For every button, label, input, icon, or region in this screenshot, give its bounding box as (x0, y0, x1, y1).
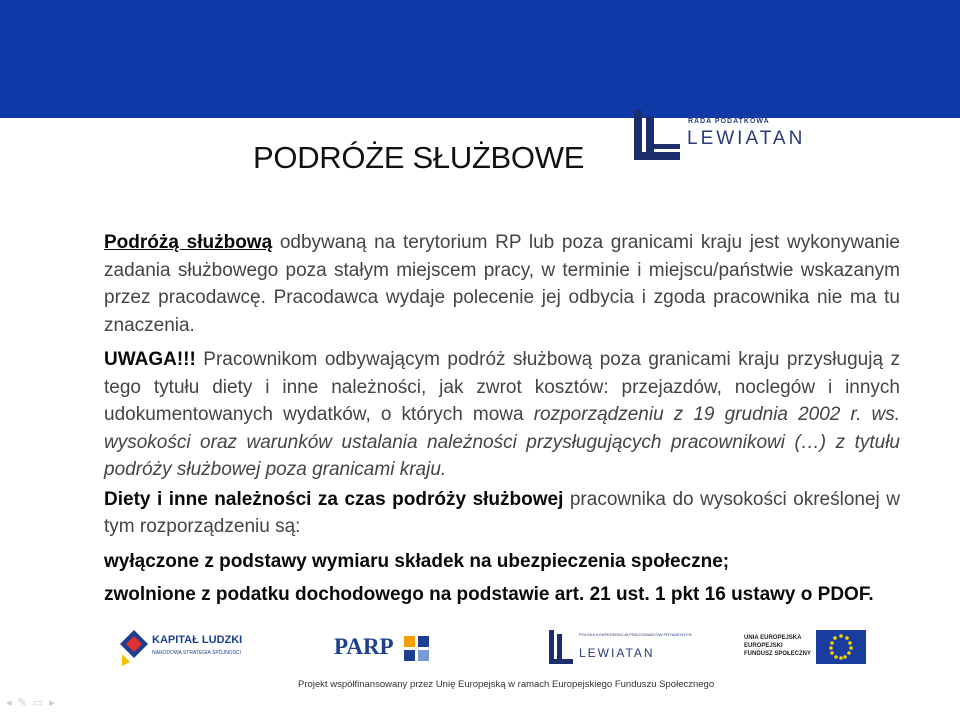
regulation-reference: rozporządzeniu z 19 grudnia 2002 r. ws. wysokości oraz warunków ustalania należności przysługujących pracownikowi (…) z tytułu podróży służbowej poza granicami kraju. (104, 404, 900, 480)
diety-text: pracownika do wysokości określonej w tym rozporządzeniu są: (104, 488, 900, 537)
definition-text: odbywaną na terytorium RP lub poza granicami kraju jest wykonywanie zadania służbowego poza stałym miejscem pracy, w terminie i miejscu/państwie wskazanym przez pracodawcę. Pracodawca wydaje polecenie jej odbycia i zgoda pracownika nie ma tu znaczenia. (104, 232, 900, 336)
lewiatan-footer-logo (547, 628, 692, 670)
eu-line1: UNIA EUROPEJSKA (744, 635, 802, 641)
kapital-ludzki-sub: NARODOWA STRATEGIA SPÓJNOŚCI (152, 650, 241, 656)
uwaga-text: Pracownikom odbywającym podróż służbową poza granicami kraju przysługują z tego tytułu diety i inne należności, jak zwrot kosztów: przejazdów, noclegów i innych udokumentowanych wydatków, o których mowa (104, 349, 900, 425)
footer-logos (0, 622, 960, 716)
rada-podatkowa-lewiatan-logo (632, 108, 812, 164)
parp-label: PARP (334, 634, 394, 659)
eu-line2: EUROPEJSKI (744, 643, 783, 649)
eu-flag-icon (816, 630, 866, 664)
eu-line3: FUNDUSZ SPOŁECZNY (744, 651, 812, 657)
exemption-pdof: zwolnione z podatku dochodowego na podstawie art. 21 ust. 1 pkt 16 ustawy o PDOF. (104, 584, 874, 605)
slide-nav-controls[interactable] (6, 696, 61, 709)
slide-body (104, 229, 900, 609)
kapital-ludzki-logo (118, 628, 258, 672)
lewiatan-footer-mark-icon (547, 628, 575, 668)
term-podroz-sluzbowa: Podróżą służbową (104, 232, 273, 253)
next-arrow-icon[interactable]: ▸ (49, 697, 61, 709)
paragraph-definition (104, 229, 900, 339)
paragraph-diety (104, 486, 900, 541)
lewiatan-footer-label: LEWIATAN (579, 646, 655, 660)
lewiatan-footer-sub: POLSKA KONFEDERACJA PRACODAWCÓW PRYWATNYCH (579, 632, 692, 637)
prev-arrow-icon[interactable]: ◂ (6, 697, 18, 709)
parp-squares-icon (404, 636, 430, 662)
diety-lead: Diety i inne należności za czas podróży służbowej (104, 488, 564, 510)
slide-title: PODRÓŻE SŁUŻBOWE (253, 140, 585, 175)
kapital-ludzki-star-icon (118, 628, 150, 668)
pen-icon[interactable]: ✎ (17, 697, 33, 709)
lewiatan-mark-icon (632, 108, 684, 164)
uwaga-label: UWAGA!!! (104, 349, 196, 370)
kapital-ludzki-label: KAPITAŁ LUDZKI (152, 634, 243, 646)
menu-icon[interactable]: ▭ (32, 697, 50, 709)
parp-logo (334, 632, 434, 664)
rada-podatkowa-label: RADA PODATKOWA (688, 118, 770, 125)
eu-text (744, 634, 811, 658)
top-banner (0, 0, 960, 118)
lewiatan-label: LEWIATAN (687, 128, 806, 149)
paragraph-uwaga (104, 346, 900, 484)
project-cofinancing-note: Projekt współfinansowany przez Unię Europejską w ramach Europejskiego Funduszu Społecznego (298, 679, 715, 690)
exclusion-zus: wyłączone z podstawy wymiaru składek na ubezpieczenia społeczne; (104, 550, 730, 572)
eu-efs-logo (744, 630, 874, 666)
